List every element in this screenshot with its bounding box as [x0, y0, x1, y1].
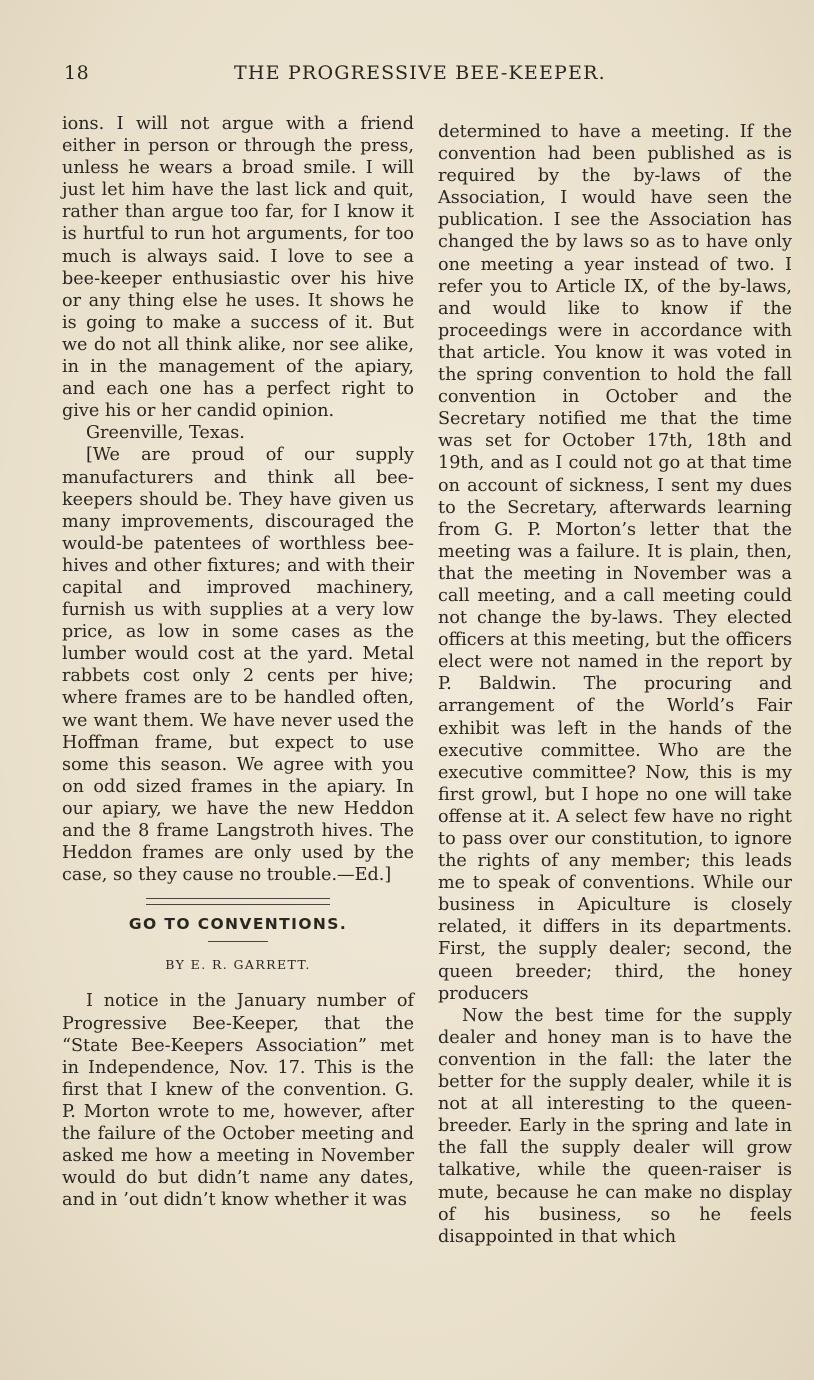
dateline: Greenville, Texas. — [86, 423, 245, 444]
running-head — [64, 62, 780, 92]
right-column — [438, 121, 792, 1248]
paragraph-continued: ions. I will not argue with a friend either in person or through the press, unless he wears a broad smile. I will just let him have the last lick and quit, rather than argue too far, for I know it is hurtful to run hot arguments, for too much is always said. I love to see a bee-keeper enthusiastic over his hive or any thing else he uses. It shows he is going to make a success of it. But we do not all think alike, nor see alike, in in the management of the apiary, and each one has a perfect right to give his or her candid opinion. — [62, 114, 414, 422]
heading-rule — [208, 941, 268, 942]
article-paragraph: Now the best time for the supply dealer and honey man is to have the convention in the fall: the later the better for the supply dealer, while it is not at all interesting to the queen-breeder. Early in the spring and late in the fall the supply dealer will grow talkative, while the queen-raiser is mute, because he can make no display of his business, so he feels disappointed in that which — [438, 1005, 792, 1247]
article-heading: GO TO CONVENTIONS. — [128, 915, 348, 934]
page-number: 18 — [64, 62, 90, 84]
editor-note: [We are proud of our supply manufacturers and think all bee-keepers should be. They have given us many improvements, discouraged the would-be patentees of worthless bee-hives and other fixtures; and with their capital and improved machinery, furnish us with supplies at a very low price, as low in some cases as the lumber would cost at the yard. Metal rabbets cost only 2 cents per hive; where frames are to be handled often, we want them. We have never used the Hoffman frame, but expect to use some this season. We agree with you on odd sized frames in the apiary. In our apiary, we have the new Heddon and the 8 frame Langstroth hives. The Heddon frames are only used by the case, so they cause no trouble.—Ed.] — [62, 445, 414, 886]
article-paragraph: I notice in the January number of Progressive Bee-Keeper, that the “State Bee-Keepers Association” met in Independence, Nov. 17. This is the first that I knew of the convention. G. P. Morton wrote to me, however, after the failure of the October meeting and asked me how a meeting in November would do but didn’t name any dates, and in ’out didn’t know whether it was — [62, 991, 414, 1211]
paragraph-continued: determined to have a meeting. If the convention had been published as is required by the by-laws of the Association, I would have seen the publication. I see the Association has changed the by laws so as to have only one meeting a year instead of two. I refer you to Article IX, of the by-laws, and would like to know if the proceedings were in accordance with that article. You know it was voted in the spring convention to hold the fall convention in October and the Secretary notified me that the time was set for October 17th, 18th and 19th, and as I could not go at that time on account of sickness, I sent my dues to the Secretary, afterwards learning from G. P. Morton’s letter that the meeting was a failure. It is plain, then, that the meeting in November was a call meeting, and a call meeting could not change the by-laws. They elected officers at this meeting, but the officers elect were not named in the report by P. Baldwin. The procuring and arrangement of the World’s Fair exhibit was left in the hands of the executive committee. Who are the executive committee? Now, this is my first growl, but I hope no one will take offense at it. A select few have no right to pass over our constitution, to ignore the rights of any member; this leads me to speak of conventions. While our business in Apiculture is closely related, it differs in its departments. First, the supply dealer; second, the queen breeder; third, the honey producers — [438, 122, 792, 1004]
journal-title: THE PROGRESSIVE BEE-KEEPER. — [234, 62, 606, 84]
byline: BY E. R. GARRETT. — [165, 957, 311, 973]
left-column — [62, 113, 414, 1211]
section-divider — [146, 898, 330, 905]
